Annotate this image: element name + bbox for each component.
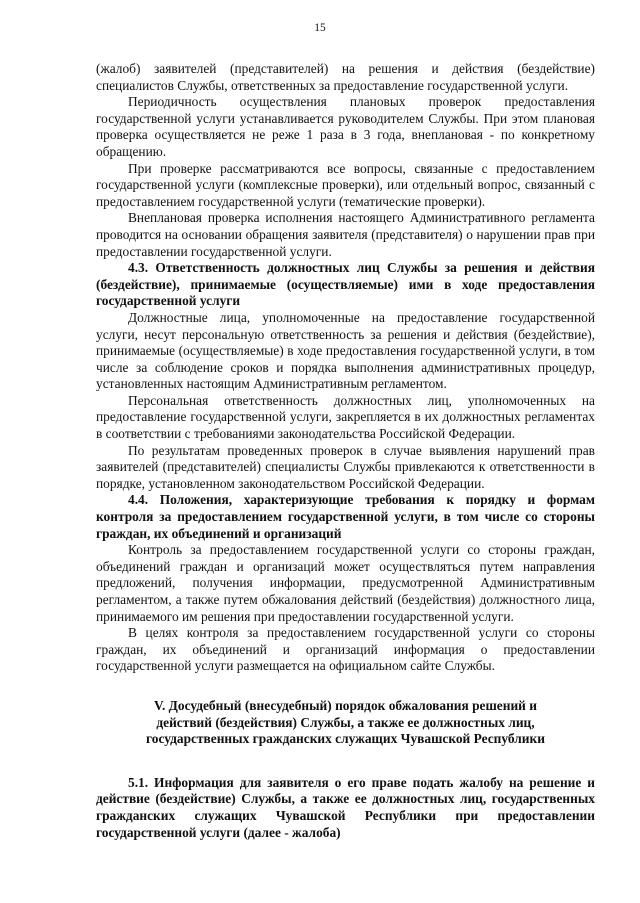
heading-4-4: 4.4. Положения, характеризующие требования к порядку и формам контроля за предоставлением государственной услуги, в том числе со стороны граждан, их объединений и организаций (96, 492, 595, 541)
paragraph-personal-responsibility: Персональная ответственность должностных лиц, уполномоченных на предоставление государственной услуги, закрепляется в их должностных регламентах в соответствии с требованиями законодательства Российской Федерации. (96, 392, 595, 442)
paragraph-planned-inspections: Периодичность осуществления плановых проверок предоставления государственной услуги устанавливается руководителем Службы. При этом плановая проверка осуществляется не реже 1 раза в 3 года, внеплановая - по конкретному обращению. (96, 94, 595, 159)
heading-5-1: 5.1. Информация для заявителя о его праве подать жалобу на решение и действие (бездействие) Службы, а также ее должностных лиц, государственных гражданских служащих Чувашской Республики при предоставлении государственной услуги (далее - жалоба) (96, 774, 595, 840)
paragraph-citizen-control: Контроль за предоставлением государственной услуги со стороны граждан, объединений граждан и организаций может осуществляться путем направления предложений, получения информации, предусмотренной Административным регламентом, а также путем обжалования действий (бездействия) должностного лица, принимаемого им решения при предоставлении государственной услуги. (96, 542, 595, 624)
section-v-title-line: V. Досудебный (внесудебный) порядок обжалования решений и (154, 697, 537, 713)
paragraph-control-info-website: В целях контроля за предоставлением государственной услуги со стороны граждан, их объединений и организаций информация о предоставлении государственной услуги размещается на официальном сайте Службы. (96, 625, 595, 674)
paragraph-officials-responsibility: Должностные лица, уполномоченные на предоставление государственной услуги, несут персональную ответственность за решения и действия (бездействие), принимаемые (осуществляемые) в ходе предоставления государственной услуги, в том числе за соблюдение сроков и порядка выполнения административных процедур, установленных настоящим Административным регламентом. (96, 309, 595, 392)
section-v-title-line: действий (бездействия) Службы, а также ее должностных лиц, (156, 714, 535, 730)
page-number: 15 (314, 22, 326, 34)
paragraph-inspection-scope: При проверке рассматриваются все вопросы, связанные с предоставлением государственной услуги (комплексные проверки), или отдельный вопрос, связанный с предоставлением государственной услуги (тематические проверки). (96, 160, 595, 209)
paragraph-unscheduled-inspection: Внеплановая проверка исполнения настоящего Административного регламента проводится на основании обращения заявителя (представителя) о нарушении прав при предоставлении государственной услуги. (96, 210, 595, 259)
paragraph-complaints-continuation: (жалоб) заявителей (представителей) на решения и действия (бездействие) специалистов Службы, ответственных за предоставление государственной услуги. (96, 61, 595, 93)
paragraph-violations-results: По результатам проведенных проверок в случае выявления нарушений прав заявителей (представителей) специалисты Службы привлекаются к ответственности в порядке, установленном законодательством Российской Федерации. (96, 442, 595, 491)
section-v-title (96, 698, 595, 748)
section-v-title-line: государственных гражданских служащих Чувашской Республики (146, 731, 545, 747)
heading-4-3: 4.3. Ответственность должностных лиц Службы за решения и действия (бездействие), принимаемые (осуществляемые) ими в ходе предоставления государственной услуги (96, 260, 595, 309)
document-body (96, 61, 595, 841)
